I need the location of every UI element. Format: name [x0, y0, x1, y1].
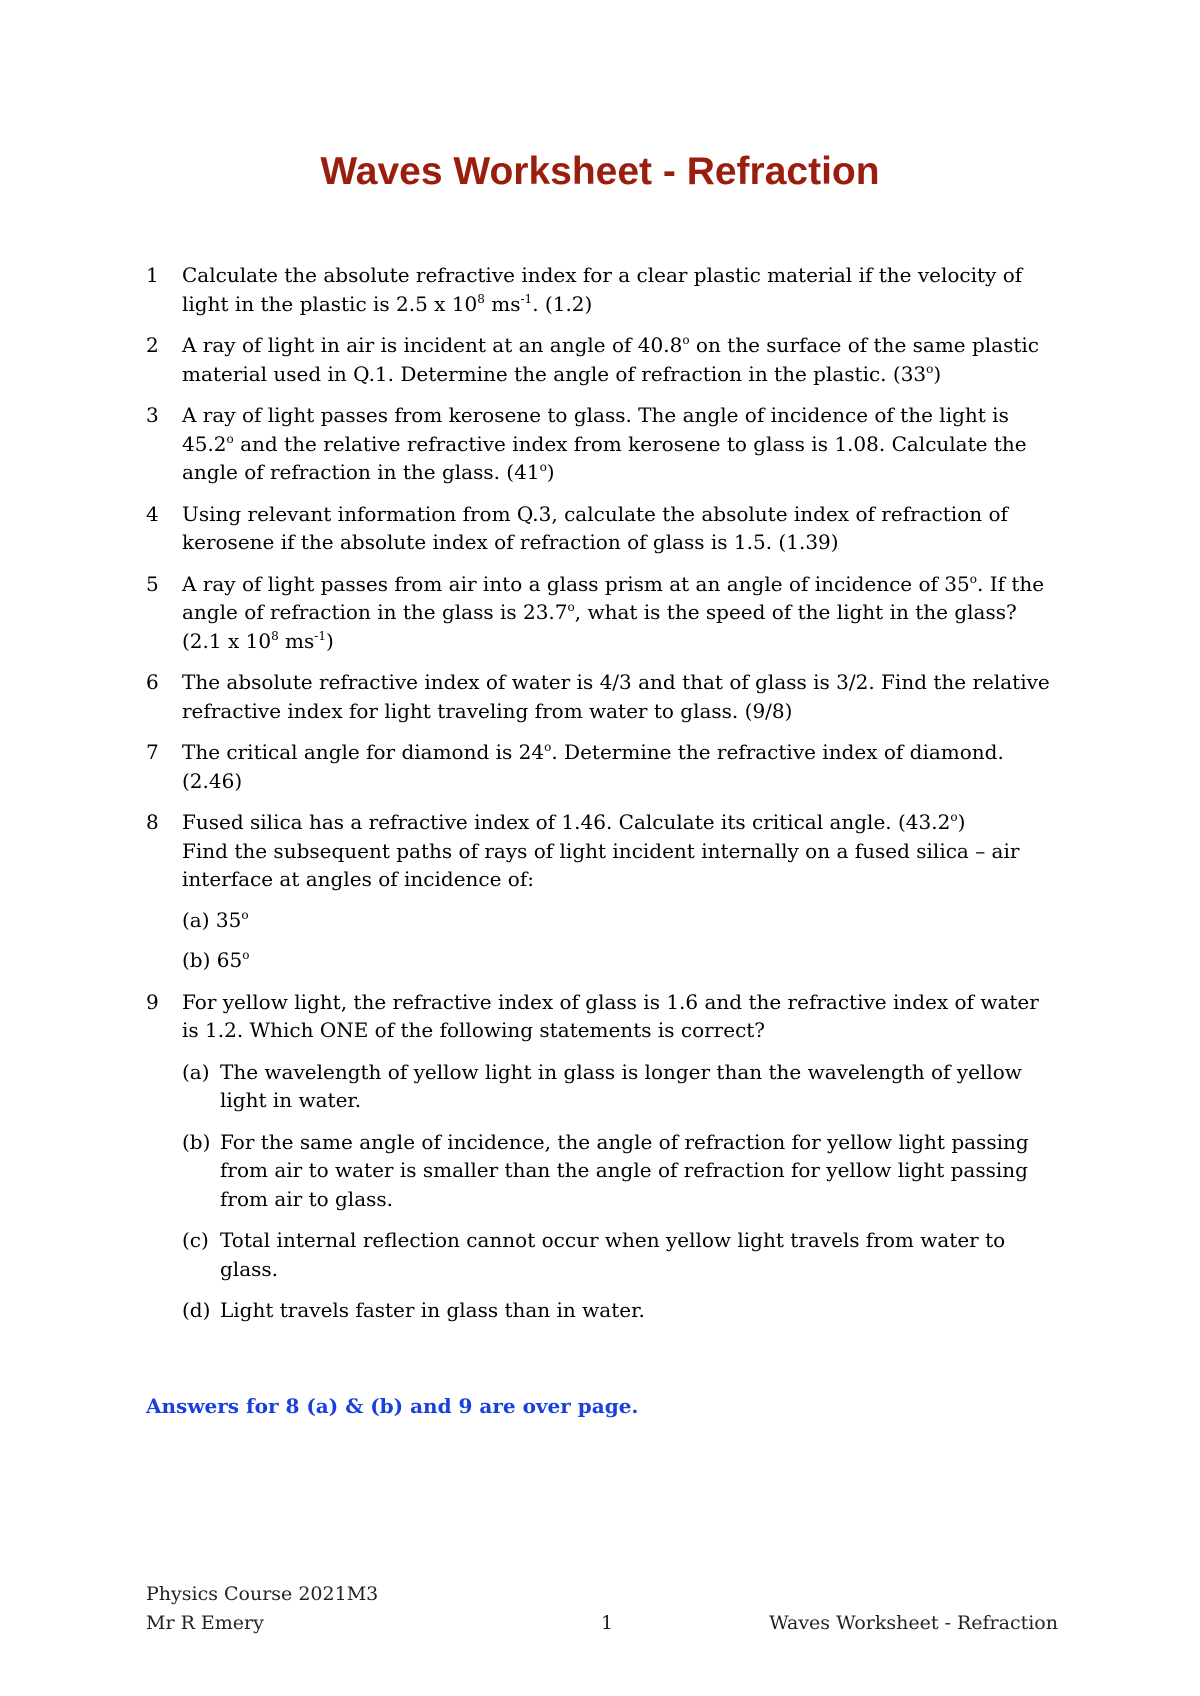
option-label: (a) — [182, 1059, 210, 1084]
option-text: Total internal reflection cannot occur when yellow light travels from water to glass. — [220, 1228, 1006, 1281]
question-1 — [146, 261, 1051, 318]
question-text-continued: Find the subsequent paths of rays of light incident internally on a fused silica – air interface at angles of incidence of: — [182, 838, 1020, 891]
question-number: 3 — [146, 403, 159, 427]
footer-doc-title: Waves Worksheet - Refraction — [769, 1612, 1058, 1634]
footer-author: Mr R Emery — [146, 1612, 264, 1634]
question-number: 4 — [146, 501, 159, 526]
question-7 — [146, 738, 1051, 795]
option-d — [182, 1296, 1051, 1325]
question-number: 7 — [146, 740, 159, 764]
question-2 — [146, 331, 1051, 388]
question-list — [146, 261, 1051, 1338]
question-text: Calculate the absolute refractive index for a clear plastic material if the velocity of light in the plastic is 2.5 x $10^8$ $ms^{-1}$. (1.2) — [182, 263, 1023, 316]
option-label: (c) — [182, 1228, 209, 1252]
question-6 — [146, 668, 1051, 725]
option-text: The wavelength of yellow light in glass is longer than the wavelength of yellow light in water. — [220, 1059, 1022, 1112]
page-title: Waves Worksheet - Refraction — [320, 150, 880, 193]
question-8 — [146, 808, 1051, 975]
question-5 — [146, 570, 1051, 656]
question-text: A ray of light passes from kerosene to glass. The angle of incidence of the light is 45.2$^o$ and the relative refractive index from kerosene to glass is 1.08. Calculate the angle of refraction in the glass. (41$^o$) — [182, 403, 1027, 484]
question-number: 6 — [146, 670, 159, 694]
question-text: For yellow light, the refractive index of glass is 1.6 and the refractive index of water is 1.2. Which ONE of the following statements is correct? — [182, 989, 1039, 1042]
option-b — [182, 1128, 1051, 1214]
question-number: 8 — [146, 810, 159, 834]
question-number: 5 — [146, 571, 159, 596]
page-footer — [146, 1580, 1058, 1638]
question-number: 9 — [146, 989, 159, 1014]
question-text: A ray of light passes from air into a glass prism at an angle of incidence of 35$^o$. If the angle of refraction in the glass is 23.7$^o$, what is the speed of the light in the glass? (2.1 x $10^8$ $ms^{-1}$) — [182, 571, 1045, 653]
option-text: Light travels faster in glass than in water. — [220, 1298, 645, 1322]
page-number: 1 — [601, 1612, 614, 1634]
question-number: 2 — [146, 333, 159, 357]
question-text: Using relevant information from Q.3, calculate the absolute index of refraction of kerosene if the absolute index of refraction of glass is 1.5. (1.39) — [182, 501, 1008, 554]
option-label: (d) — [182, 1298, 211, 1322]
option-a — [182, 1058, 1051, 1115]
question-text: The critical angle for diamond is 24$^o$. Determine the refractive index of diamond. (2.46) — [182, 740, 1004, 793]
footer-course: Physics Course 2021M3 — [146, 1583, 379, 1605]
option-label: (b) — [182, 1129, 211, 1154]
sub-part-a: (a) 35$^o$ — [182, 907, 249, 932]
question-3 — [146, 401, 1051, 487]
answers-note: Answers for 8 (a) & (b) and 9 are over page. — [146, 1394, 639, 1418]
question-text: A ray of light in air is incident at an angle of 40.8$^o$ on the surface of the same plastic material used in Q.1. Determine the angle of refraction in the plastic. (33$^o$) — [182, 333, 1039, 386]
option-c — [182, 1226, 1051, 1283]
option-text: For the same angle of incidence, the angle of refraction for yellow light passing from air to water is smaller than the angle of refraction for yellow light passing from air to glass. — [220, 1129, 1029, 1211]
question-4 — [146, 500, 1051, 557]
question-text: The absolute refractive index of water is 4/3 and that of glass is 3/2. Find the relative refractive index for light traveling from water to glass. (9/8) — [182, 670, 1050, 723]
question-9 — [146, 988, 1051, 1325]
question-text: Fused silica has a refractive index of 1.46. Calculate its critical angle. (43.2$^o$) — [182, 810, 966, 834]
sub-part-b: (b) 65$^o$ — [182, 948, 250, 972]
question-number: 1 — [146, 263, 159, 287]
